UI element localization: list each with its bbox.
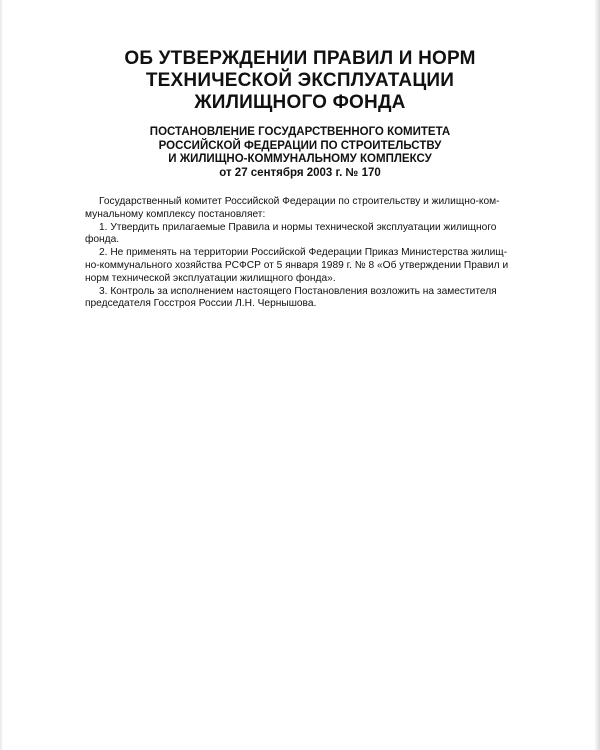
body-line: 2. Не применять на территории Российской Федерации Приказ Министерства жилищ- [99, 247, 508, 259]
body-line: но-коммунального хозяйства РСФСР от 5 января 1989 г. № 8 «Об утверждении Правил и [85, 259, 509, 271]
subtitle-line: ПОСТАНОВЛЕНИЕ ГОСУДАРСТВЕННОГО КОМИТЕТА [149, 126, 451, 138]
subtitle-date: от 27 сентября 2003 г. № 170 [219, 166, 381, 179]
body-line: председателя Госстроя России Л.Н. Чернышова. [85, 298, 317, 310]
document-title [0, 48, 600, 114]
body-line: Государственный комитет Российской Федерации по строительству и жилищно-ком- [99, 196, 500, 207]
title-line: ТЕХНИЧЕСКОЙ ЭКСПЛУАТАЦИИ [145, 70, 455, 91]
body-line: 1. Утвердить прилагаемые Правила и нормы технической эксплуатации жилищного [99, 221, 497, 233]
title-line: ОБ УТВЕРЖДЕНИИ ПРАВИЛ И НОРМ [124, 48, 476, 69]
body-line: норм технической эксплуатации жилищного фонда». [85, 272, 336, 284]
subtitle-line: И ЖИЛИЩНО-КОММУНАЛЬНОМУ КОМПЛЕКСУ [168, 153, 432, 165]
subtitle-line: РОССИЙСКОЙ ФЕДЕРАЦИИ ПО СТРОИТЕЛЬСТВУ [158, 139, 442, 152]
title-line: ЖИЛИЩНОГО ФОНДА [194, 92, 406, 113]
document-body [85, 196, 515, 311]
document-subtitle [0, 126, 600, 180]
body-line: фонда. [85, 234, 120, 246]
body-line: 3. Контроль за исполнением настоящего Постановления возложить на заместителя [99, 285, 497, 297]
body-line: мунальному комплексу постановляет: [85, 208, 266, 220]
